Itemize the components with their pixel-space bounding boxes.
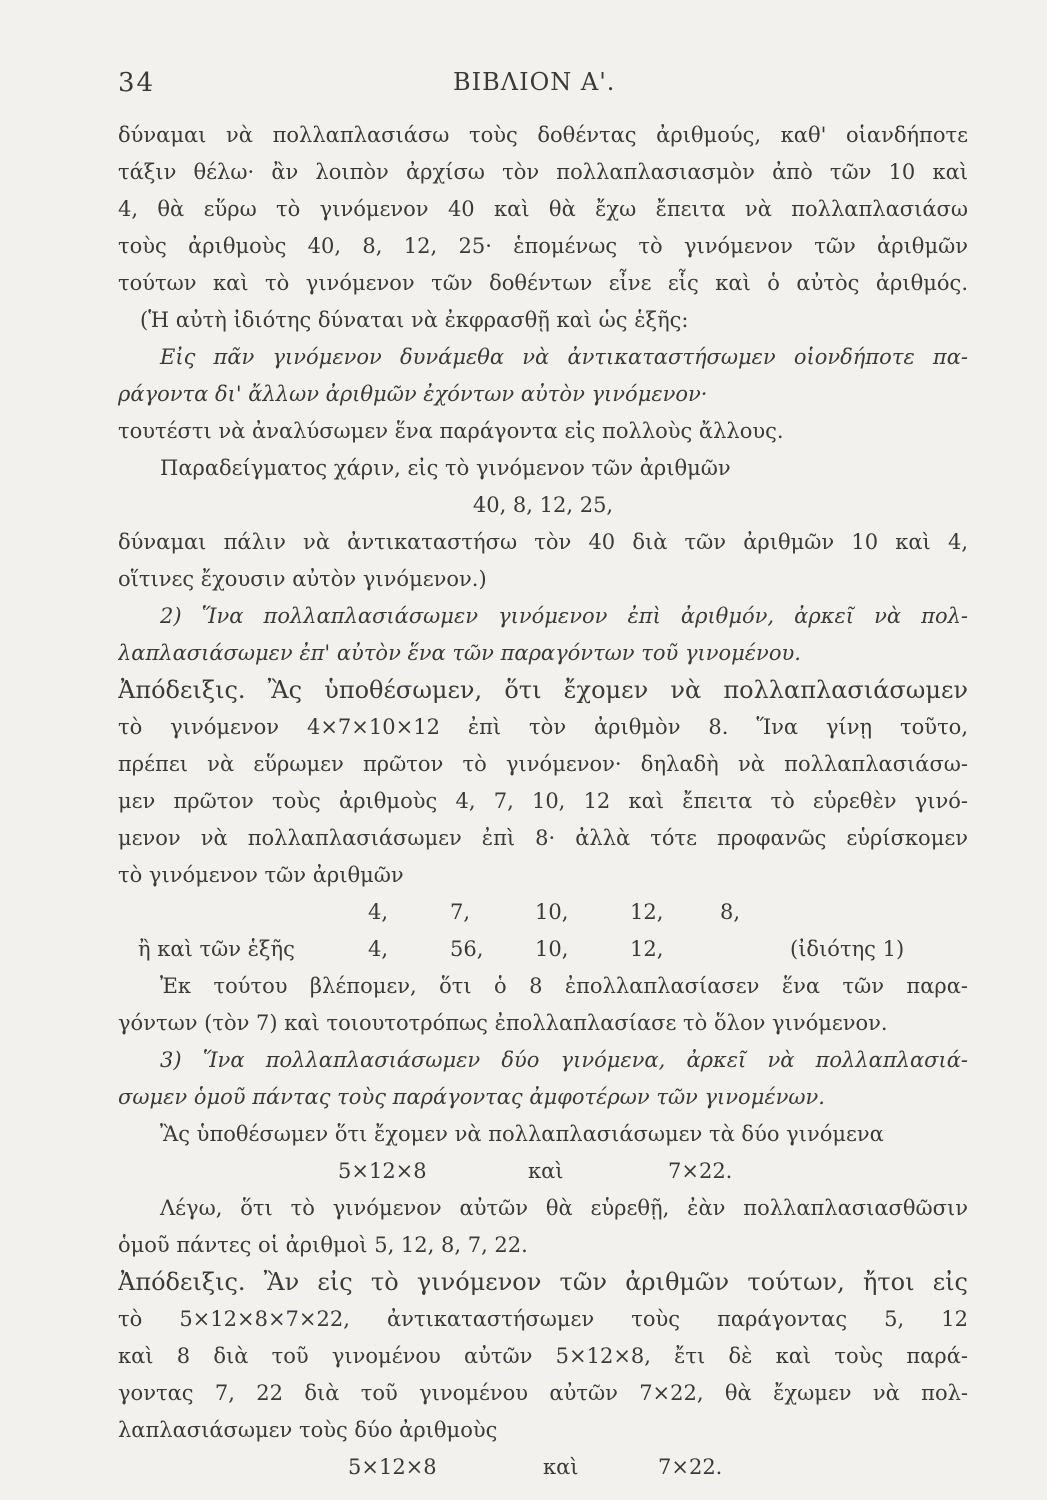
text-line: 4, θὰ εὕρω τὸ γινόμενον 40 καὶ θὰ ἔχω ἔπειτα νὰ πολλαπλασιάσω (118, 197, 968, 221)
text-line: καὶ 8 διὰ τοῦ γινομένου αὐτῶν 5×12×8, ἔτι δὲ καὶ τοὺς παρά- (118, 1344, 968, 1368)
text-line: γοντας 7, 22 διὰ τοῦ γινομένου αὐτῶν 7×22, θὰ ἔχωμεν νὰ πολ- (118, 1381, 968, 1405)
connector: καὶ (543, 1455, 579, 1479)
number-cell: 12, (630, 900, 664, 924)
text-line: τὸ γινόμενον τῶν ἀριθμῶν (118, 863, 404, 887)
numbers-line: 40, 8, 12, 25, (472, 493, 614, 517)
number-cell: 4, (368, 937, 389, 961)
number-cell: 10, (535, 937, 569, 961)
text-line: τούτων καὶ τὸ γινόμενον τῶν δοθέντων εἶνε εἷς καὶ ὁ αὐτὸς ἀριθμός. (118, 271, 968, 295)
number-cell: 56, (450, 937, 484, 961)
proof-line: Ἀπόδειξις. Ἂν εἰς τὸ γινόμενον τῶν ἀριθμῶν τούτων, ἤτοι εἰς (118, 1268, 968, 1296)
text-line: τοὺς ἀριθμοὺς 40, 8, 12, 25· ἑπομένως τὸ γινόμενον τῶν ἀριθμῶν (118, 234, 968, 258)
text-line: Λέγω, ὅτι τὸ γινόμενον αὐτῶν θὰ εὑρεθῇ, ἐὰν πολλαπλασιασθῶσιν (160, 1196, 968, 1220)
product-a: 5×12×8 (348, 1455, 437, 1479)
text-line: δύναμαι πάλιν νὰ ἀντικαταστήσω τὸν 40 διὰ τῶν ἀριθμῶν 10 καὶ 4, (118, 530, 968, 554)
product-b: 7×22. (658, 1455, 723, 1479)
number-cell: 4, (368, 900, 389, 924)
product-a: 5×12×8 (338, 1159, 427, 1183)
text-line: γόντων (τὸν 7) καὶ τοιουτοτρόπως ἐπολλαπλασίασε τὸ ὅλον γινόμενον. (118, 1011, 888, 1035)
proof-line: Ἀπόδειξις. Ἂς ὑποθέσωμεν, ὅτι ἔχομεν νὰ πολλαπλασιάσωμεν (118, 676, 968, 704)
text-line: λαπλασιάσωμεν τοὺς δύο ἀριθμοὺς (118, 1418, 498, 1442)
rule-line: 2) Ἵνα πολλαπλασιάσωμεν γινόμενον ἐπὶ ἀριθμόν, ἀρκεῖ νὰ πολ- (160, 604, 968, 628)
text-line: δύναμαι νὰ πολλαπλασιάσω τοὺς δοθέντας ἀριθμούς, καθ' οἱανδήποτε (118, 123, 968, 147)
number-cell: 10, (535, 900, 569, 924)
row-note: (ἰδιότης 1) (790, 937, 905, 961)
text-line: πρέπει νὰ εὕρωμεν πρῶτον τὸ γινόμενον· δηλαδὴ νὰ πολλαπλασιάσω- (118, 752, 968, 776)
page-body (118, 117, 968, 1486)
text-line: μεν πρῶτον τοὺς ἀριθμοὺς 4, 7, 10, 12 καὶ ἔπειτα τὸ εὑρεθὲν γινό- (118, 789, 968, 813)
numbers-row (118, 894, 968, 931)
connector: καὶ (528, 1159, 564, 1183)
number-cell: 12, (630, 937, 664, 961)
numbers-row-alt (118, 931, 968, 968)
text-line: τουτέστι νὰ ἀναλύσωμεν ἕνα παράγοντα εἰς πολλοὺς ἄλλους. (118, 419, 784, 443)
text-line: (Ἡ αὐτὴ ἰδιότης δύναται νὰ ἐκφρασθῇ καὶ ὡς ἑξῆς: (140, 308, 689, 332)
number-cell: 8, (720, 900, 741, 924)
number-cell: 7, (450, 900, 471, 924)
text-line: μενον νὰ πολλαπλασιάσωμεν ἐπὶ 8· ἀλλὰ τότε προφανῶς εὑρίσκομεν (118, 826, 968, 850)
page-number: 34 (118, 68, 156, 98)
text-line: Ἐκ τούτου βλέπομεν, ὅτι ὁ 8 ἐπολλαπλασίασεν ἕνα τῶν παρα- (160, 974, 968, 998)
text-line: Ἂς ὑποθέσωμεν ὅτι ἔχομεν νὰ πολλαπλασιάσωμεν τὰ δύο γινόμενα (160, 1122, 884, 1146)
row-lead: ἢ καὶ τῶν ἑξῆς (138, 937, 295, 961)
running-head: ΒΙΒΛΙΟΝ Α'. (453, 68, 616, 96)
text-line: Παραδείγματος χάριν, εἰς τὸ γινόμενον τῶν ἀριθμῶν (160, 456, 731, 480)
rule-line: σωμεν ὁμοῦ πάντας τοὺς παράγοντας ἀμφοτέρων τῶν γινομένων. (118, 1085, 825, 1109)
text-line: τὸ 5×12×8×7×22, ἀντικαταστήσωμεν τοὺς παράγοντας 5, 12 (118, 1307, 968, 1331)
rule-line: λαπλασιάσωμεν ἐπ' αὐτὸν ἕνα τῶν παραγόντων τοῦ γινομένου. (118, 641, 801, 665)
products-row (118, 1449, 968, 1486)
page-header (118, 68, 968, 108)
theorem-line: ράγοντα δι' ἄλλων ἀριθμῶν ἐχόντων αὐτὸν γινόμενον· (118, 382, 708, 406)
theorem-line: Εἰς πᾶν γινόμενον δυνάμεθα νὰ ἀντικαταστήσωμεν οἱονδήποτε πα- (160, 345, 968, 369)
product-b: 7×22. (668, 1159, 733, 1183)
products-row (118, 1153, 968, 1190)
text-line: τὸ γινόμενον 4×7×10×12 ἐπὶ τὸν ἀριθμὸν 8. Ἵνα γίνῃ τοῦτο, (118, 715, 968, 739)
text-line: ὁμοῦ πάντες οἱ ἀριθμοὶ 5, 12, 8, 7, 22. (118, 1233, 528, 1257)
text-line: οἵτινες ἔχουσιν αὐτὸν γινόμενον.) (118, 567, 487, 591)
rule-line: 3) Ἵνα πολλαπλασιάσωμεν δύο γινόμενα, ἀρκεῖ νὰ πολλαπλασιά- (160, 1048, 968, 1072)
text-line: τάξιν θέλω· ἂν λοιπὸν ἀρχίσω τὸν πολλαπλασιασμὸν ἀπὸ τῶν 10 καὶ (118, 160, 968, 184)
